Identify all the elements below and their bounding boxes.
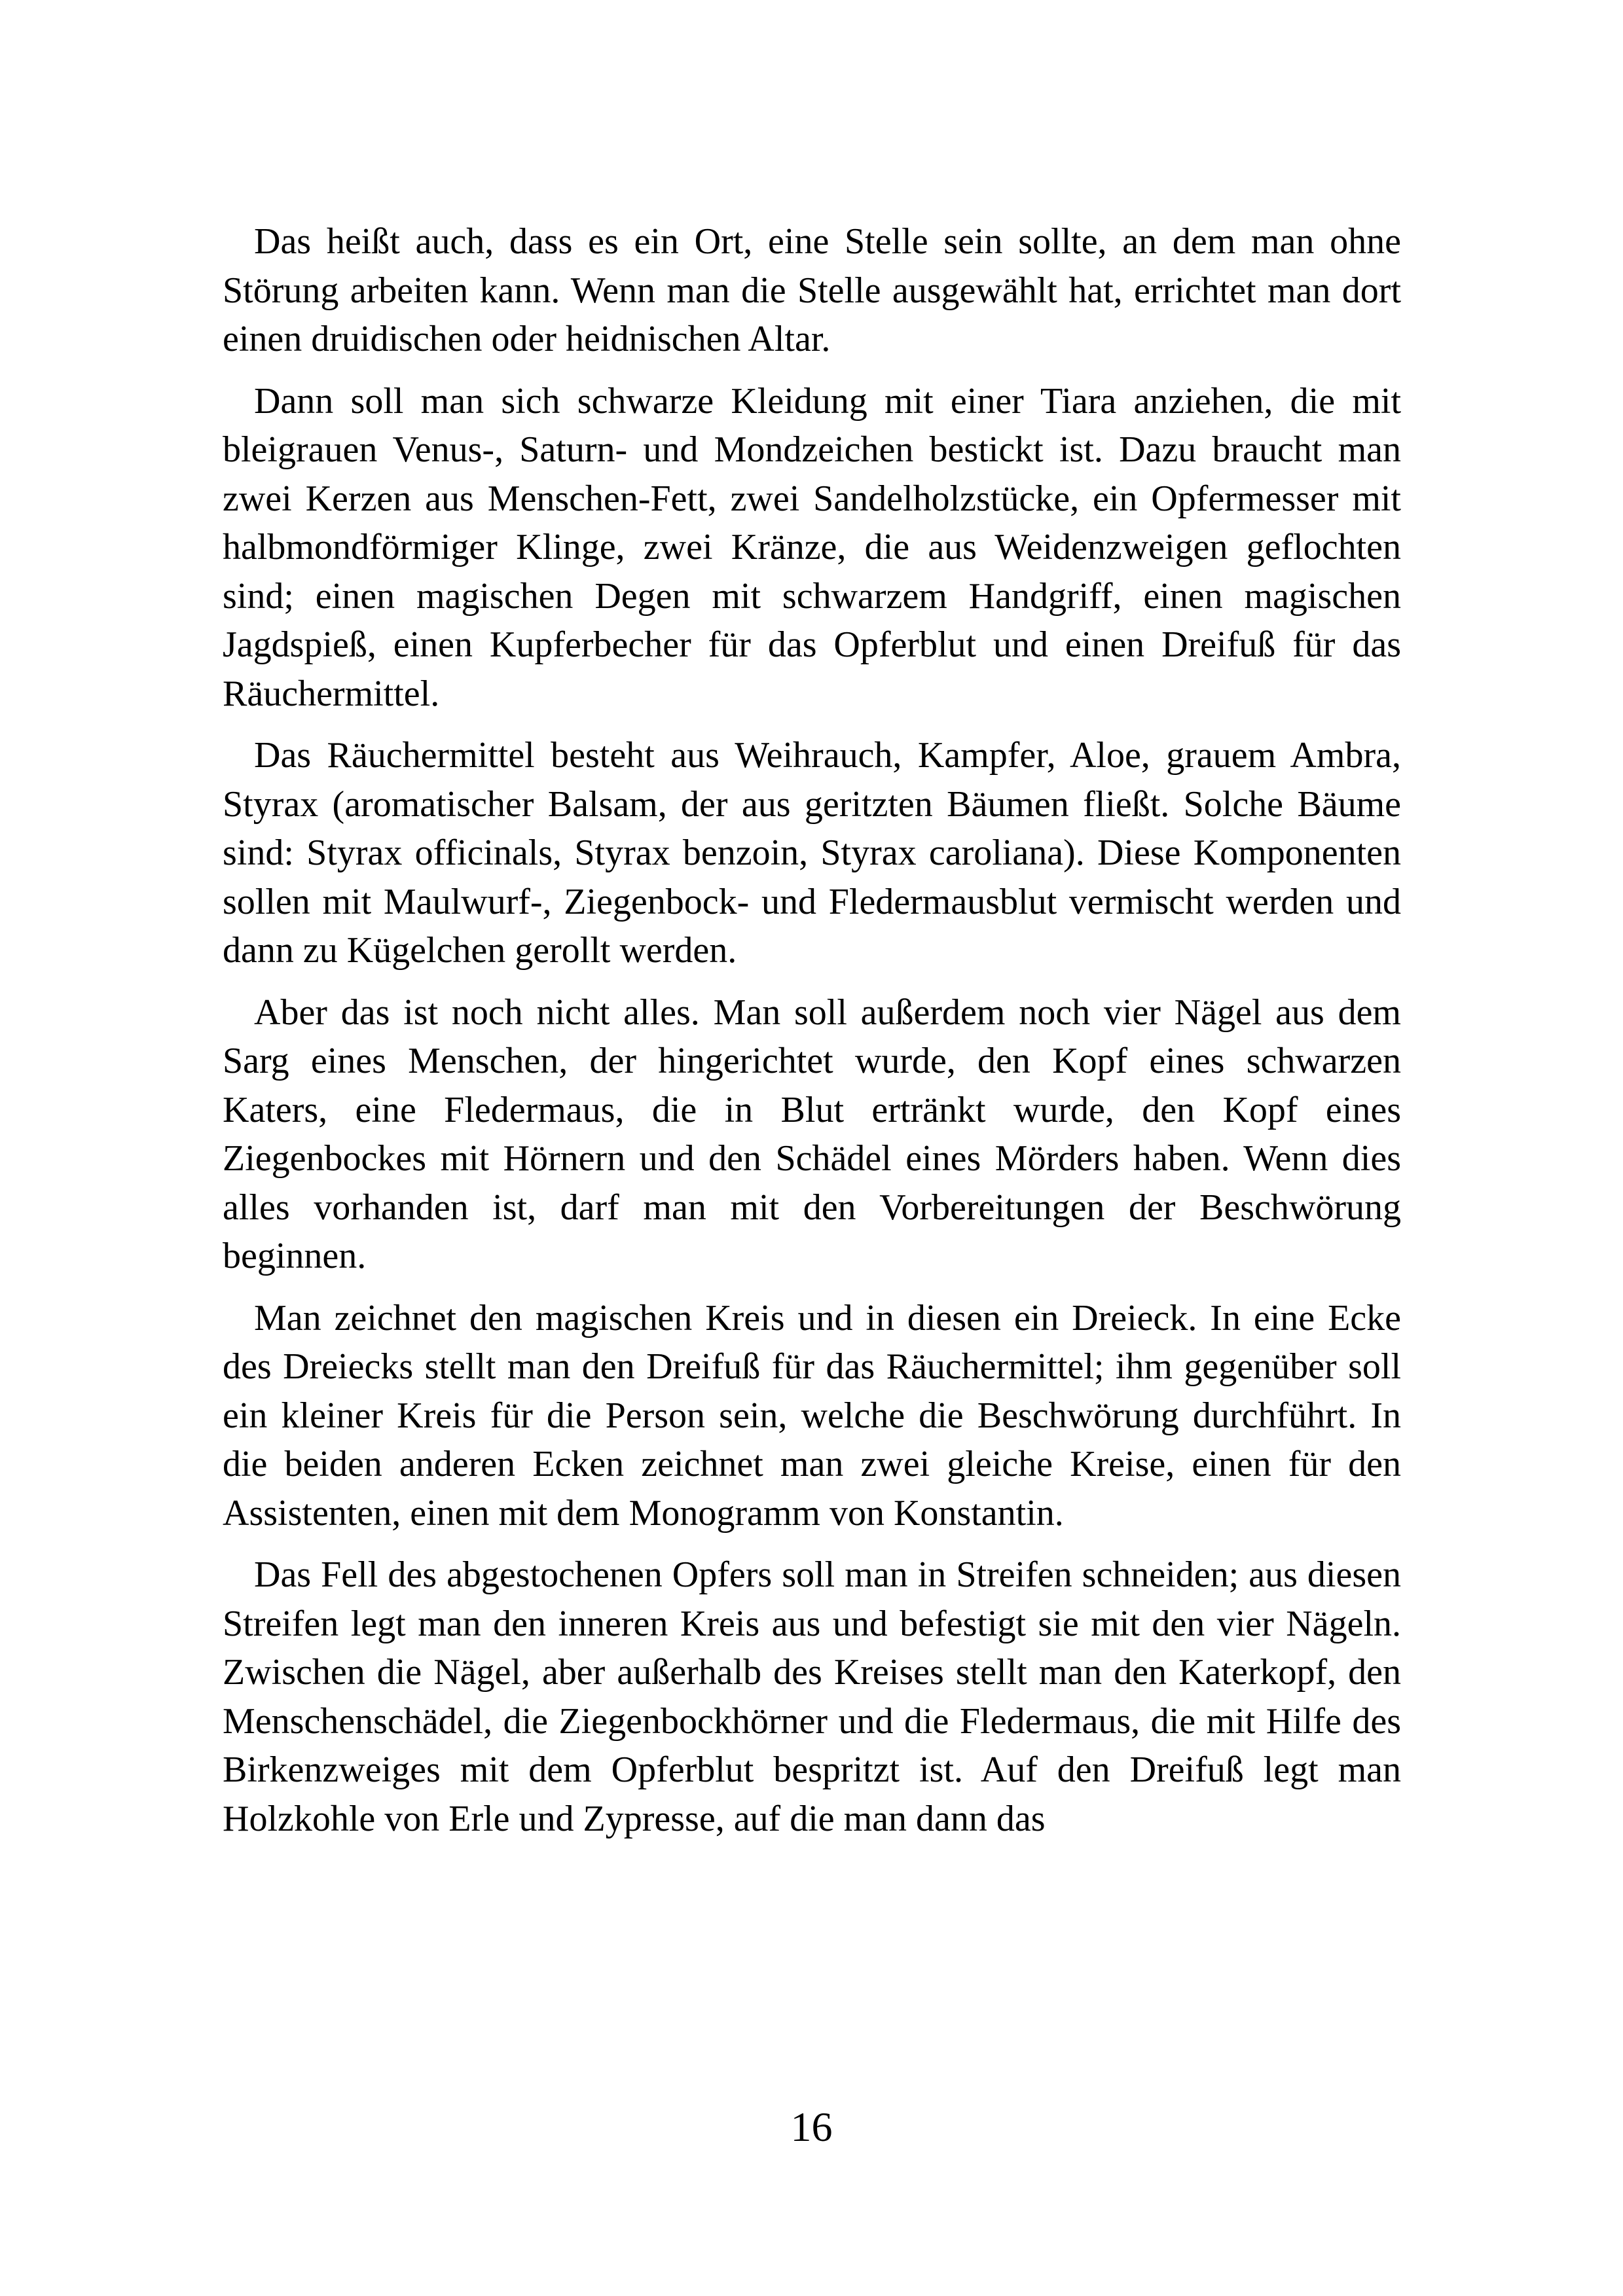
paragraph: Das Fell des abgestochenen Opfers soll man in Streifen schneiden; aus diesen Streifen legt man den inneren Kreis aus und befestigt sie mit den vier Nägeln. Zwischen die Nägel, aber außerhalb des Kreises stellt man den Katerkopf, den Menschenschädel, die Ziegenbockhörner und die Fledermaus, die mit Hilfe des Birkenzweiges mit dem Opferblut bespritzt ist. Auf den Dreifuß legt man Holzkohle von Erle und Zypresse, auf die man dann das: [223, 1554, 1401, 1839]
paragraph: Das Räuchermittel besteht aus Weihrauch, Kampfer, Aloe, grauem Ambra, Styrax (aromatischer Balsam, der aus geritzten Bäumen fließt. Solche Bäume sind: Styrax officinals, Styrax benzoin, Styrax caroliana). Diese Komponenten sollen mit Maulwurf-, Ziegenbock- und Fledermausblut vermischt werden und dann zu Kügelchen gerollt werden.: [223, 735, 1401, 971]
paragraph: Man zeichnet den magischen Kreis und in diesen ein Dreieck. In eine Ecke des Dreiecks stellt man den Dreifuß für das Räuchermittel; ihm gegenüber soll ein kleiner Kreis für die Person sein, welche die Beschwörung durchführt. In die beiden anderen Ecken zeichnet man zwei gleiche Kreise, einen für den Assistenten, einen mit dem Monogramm von Konstantin.: [223, 1297, 1401, 1534]
page-number: 16: [790, 2104, 833, 2150]
paragraph: Aber das ist noch nicht alles. Man soll außerdem noch vier Nägel aus dem Sarg eines Menschen, der hingerichtet wurde, den Kopf eines schwarzen Katers, eine Fledermaus, die in Blut ertränkt wurde, den Kopf eines Ziegenbockes mit Hörnern und den Schädel eines Mörders haben. Wenn dies alles vorhanden ist, darf man mit den Vorbereitungen der Beschwörung beginnen.: [223, 992, 1401, 1276]
paragraph: Das heißt auch, dass es ein Ort, eine Stelle sein sollte, an dem man ohne Störung arbeiten kann. Wenn man die Stelle ausgewählt hat, errichtet man dort einen druidischen oder heidnischen Altar.: [223, 221, 1401, 359]
paragraph: Dann soll man sich schwarze Kleidung mit einer Tiara anziehen, die mit bleigrauen Venus-, Saturn- und Mondzeichen bestickt ist. Dazu braucht man zwei Kerzen aus Menschen-Fett, zwei Sandelholzstücke, ein Opfermesser mit halbmondförmiger Klinge, zwei Kränze, die aus Weidenzweigen geflochten sind; einen magischen Degen mit schwarzem Handgriff, einen magischen Jagdspieß, einen Kupferbecher für das Opferblut und einen Dreifuß für das Räuchermittel.: [223, 380, 1401, 714]
body-text: [223, 217, 1401, 1856]
